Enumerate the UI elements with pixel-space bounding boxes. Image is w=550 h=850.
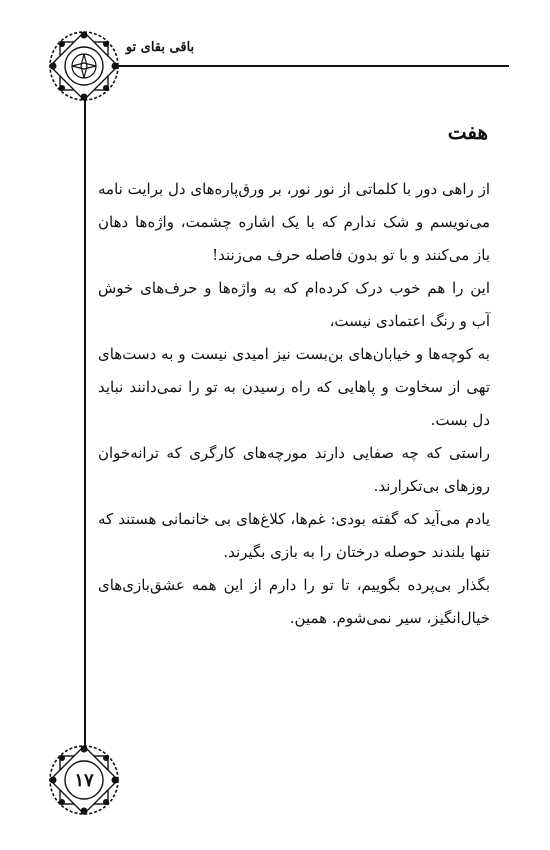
- paragraph: یادم می‌آید که گفته بودی: غم‌ها، کلاغ‌های بی خانمانی هستند که تنها بلندند حوصله درختان را به بازی بگیرند.: [98, 510, 490, 561]
- page-number: ۱۷: [74, 769, 94, 791]
- paragraph: راستی که چه صفایی دارند مورچه‌های کارگری که ترانه‌خوان روزهای بی‌تکرارند.: [98, 444, 490, 495]
- margin-rule: [84, 65, 86, 765]
- chapter-title: هفت: [447, 120, 488, 144]
- paragraph: این را هم خوب درک کرده‌ام که به واژه‌ها و حرف‌های خوش آب و رنگ اعتمادی نیست،: [98, 279, 490, 330]
- header-rule: [84, 65, 509, 67]
- paragraph: از راهی دور با کلماتی از نور نور، بر ورق‌پاره‌های دل برایت نامه می‌نویسم و شک ندارم که با یک اشاره چشمت، واژه‌ها دهان باز می‌کنند و با تو بدون فاصله حرف می‌زنند!: [98, 180, 490, 264]
- running-title: باقی بقای تو: [125, 40, 195, 55]
- paragraph: به کوچه‌ها و خیابان‌های بن‌بست نیز امیدی نیست و به دست‌های تهی از سخاوت و پاهایی که راه رسیدن به تو را نمی‌دانند نباید دل بست.: [98, 345, 490, 429]
- rosette-ornament-icon: [46, 28, 122, 104]
- body-text: [98, 173, 490, 635]
- paragraph: بگذار بی‌پرده بگوییم، تا تو را دارم از این همه عشق‌بازی‌های خیال‌انگیز، سیر نمی‌شوم. همین.: [98, 576, 490, 627]
